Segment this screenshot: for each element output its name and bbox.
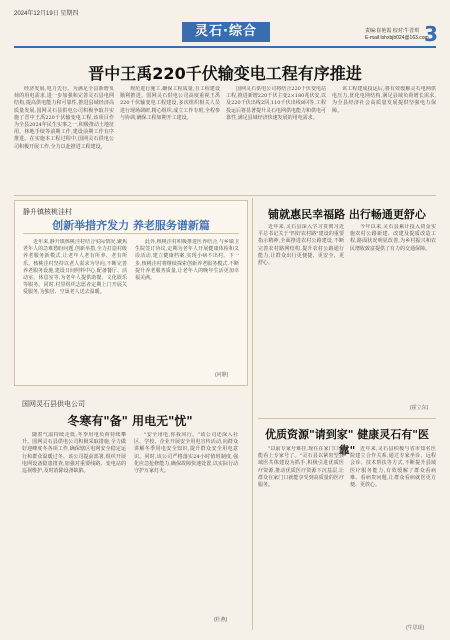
lead-paragraph: 该工程建成投运后,将有效缓解灵石电网供电压力,优化电网结构,满足县域负荷增长需求,为全县经济社会高质量发展提供坚强电力保障。 — [332, 86, 436, 114]
article-paragraph: 此外,核桃洼村积极推进医养结合,与乡镇卫生院签订协议,定期为老年人开展健康体检和义诊活动,建立健康档案,实现小病不出村。下一步,核桃洼村将继续探索创新养老服务模式,不断提升养老服务质量,让老年人的晚年生活更加幸福美满。 — [135, 239, 239, 282]
divider — [258, 418, 436, 419]
issue-date: 2024年12月19日 星期四 — [14, 11, 79, 17]
article-paragraph: 今年以来,灵石县累计投入资金实施农村公路新建、改建及提质改造工程,路面状况明显改善,为乡村振兴和农民增收致富提供了有力的交通保障。 — [350, 224, 436, 252]
article-paragraph: 随着气温持续走低,冬季用电负荷持续攀升。国网灵石县供电公司积极采取措施,全力做好迎峰度冬各项工作,确保辖区电网安全稳定运行和群众温暖过冬。该公司提前部署,组织开展电网设备隐患排查,加强对重要线路、变电站的巡视维护,及时消除设备缺陷。 — [22, 432, 126, 475]
article-column — [134, 432, 238, 614]
article-paragraph: 近年来,灵石县深入学习贯彻习近平总书记关于"四好农村路"建设的重要指示精神,全面推进农村公路建设,不断完善农村路网结构,提升农村公路通行能力,让群众出行更便捷、更安全、更舒心。 — [258, 224, 344, 267]
article-byline: (霍立东) — [410, 405, 429, 411]
lead-column — [120, 86, 220, 192]
article-winter-power — [14, 392, 246, 630]
article-title: 创新举措齐发力 养老服务谱新篇 — [52, 219, 210, 232]
article-column — [23, 239, 127, 377]
lead-column — [14, 86, 114, 192]
article-kicker: 国网灵石县供电公司 — [22, 400, 85, 408]
divider — [14, 195, 436, 196]
lead-column — [332, 86, 436, 192]
lead-headline: 晋中王禹220千伏输变电工程有序推进 — [88, 64, 362, 83]
article-byline: (牛思瑶) — [406, 625, 425, 631]
article-elderly-care — [14, 200, 248, 386]
article-title: 优质资源"请到家" 健康灵石有"医靠" — [264, 428, 430, 457]
article-column — [350, 446, 436, 624]
article-kicker: 静升镇核桃洼村 — [23, 208, 72, 216]
article-paragraph: 近年来,灵石县积极与省市知名医院建立合作关系,通过专家坐诊、远程会诊、技术帮扶等方式,不断提升县域医疗服务能力,有效缓解了群众看病难、看病贵问题,让群众看病就医更方便、更放心。 — [350, 446, 436, 489]
editor-credits: 责编:崔艳霞 校对:牛晋琪 E-mail:lshxbjb024@163.com — [365, 28, 429, 41]
article-column — [350, 224, 436, 404]
article-title: 铺就惠民幸福路 出行畅通更舒心 — [268, 208, 426, 221]
lead-paragraph: 经济发展,电力先行。为满足全县新增负荷的用电需求,进一步加强和完善灵石县电网结构,提高供电能力和可靠性,推进县域经济高质量发展,国网灵石县供电公司积极争取并实施了晋中王禹220千伏输变电工程,该项目作为全县2024年民生实事之一,积极推动土地征用、林地手续等前期工作,建设前期工作有序推进。在实施本工程过程中,国网灵石供电公司积极开展工作,全力以赴推进工程建设。 — [14, 86, 114, 150]
article-column — [258, 446, 344, 630]
article-column — [22, 432, 126, 622]
article-byline: (杜燕) — [214, 617, 228, 623]
lead-column — [226, 86, 326, 192]
article-column — [135, 239, 239, 369]
column-divider — [252, 198, 253, 630]
page-number: 3 — [424, 22, 438, 46]
article-title: 冬寒有"备" 用电无"忧" — [67, 414, 193, 428]
article-byline: (问静) — [215, 372, 229, 378]
article-column — [258, 224, 344, 410]
article-paragraph: "以前专家号难挂,现在在家门口就能看上专家号了。"灵石县以紧密型县域医共体建设为抓手,积极引进优质医疗资源,推动优质医疗资源下沉基层,让群众在家门口就能享受到高质量的医疗服务。 — [258, 446, 344, 489]
article-paragraph: 近年来,静升镇核桃洼村结合实际情况,聚焦老年人的急难愁盼问题,创新举措,全力打造村级养老服务新模式,让老年人老有所养、老有所乐。核桃洼村坚持以老人需求为导向,不断完善养老服务设施,建设日间照料中心,配备餐厅、活动室、休息室等,为老年人提供助餐、文化娱乐等服务。同时,村里组织志愿者定期上门开展关爱服务,为独居、空巢老人送去温暖。 — [23, 239, 127, 296]
article-paragraph: "安全用电,你我同行。"该公司还深入社区、学校、企业开展安全用电宣传活动,向群众讲解冬季用电安全知识,提升群众安全用电意识。同时,该公司严格落实24小时值班制度,强化应急抢修能力,确保故障快速处置,以实际行动守护万家灯火。 — [134, 432, 238, 475]
lead-paragraph: 国网灵石供电公司将结合220千伏变电站工程,推进新增220千伏主变2×180兆伏安,以及220千伏出线2回,110千伏出线8回等,工程投运后将显著提升灵石电网供电能力和供电可靠性,满足县域经济快速发展的用电需求。 — [226, 86, 326, 121]
lead-paragraph: 规范进行施工,确保工程质量,且工程建设顺利推进。国网灵石供电公司高度重视王禹220千伏输变电工程建设,多次组织相关人员进行现场调研,精心组织,成立工作专班,全程参与协调,确保工程如期开工建设。 — [120, 86, 220, 121]
section-title: 灵石·综合 — [182, 22, 270, 42]
page-header — [0, 0, 450, 48]
header-rule — [14, 46, 436, 48]
divider — [23, 233, 239, 234]
